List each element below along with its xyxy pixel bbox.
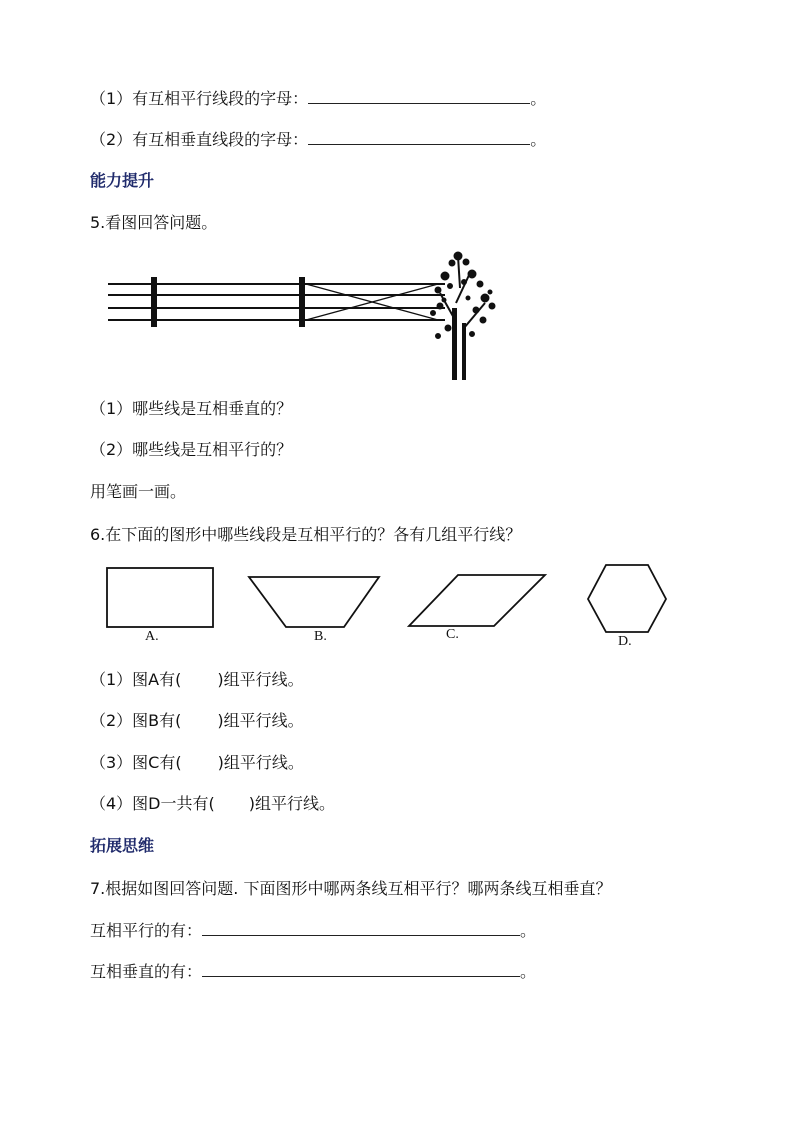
q6-item-3-suffix: )组平行线。 <box>217 753 304 772</box>
q6-item-1 <box>90 669 304 691</box>
q4-item-2-label: （2）有互相垂直线段的字母： <box>90 130 309 149</box>
shape-label-d: D. <box>618 634 632 649</box>
q5-prompt: 5.看图回答问题。 <box>90 213 218 232</box>
q4-item-1-label: （1）有互相平行线段的字母： <box>90 89 309 108</box>
q6-item-1-text: （1）图A有( <box>90 670 182 689</box>
q4-item-2-answer-blank[interactable] <box>308 130 530 145</box>
shape-rectangle-a <box>104 565 216 631</box>
q5-item-1: （1）哪些线是互相垂直的？ <box>90 399 293 418</box>
q6-item-4-suffix: )组平行线。 <box>248 794 335 813</box>
q7-prompt: 7.根据如图回答问题. 下面图形中哪两条线互相平行？哪两条线互相垂直？ <box>90 879 612 898</box>
end-mark: 。 <box>520 921 537 940</box>
shape-label-b: B. <box>314 629 327 644</box>
q6-item-3 <box>90 752 304 774</box>
end-mark: 。 <box>530 130 547 149</box>
q6-prompt: 6.在下面的图形中哪些线段是互相平行的？各有几组平行线？ <box>90 525 522 544</box>
q5-instruction: 用笔画一画。 <box>90 482 187 501</box>
section-heading-ability: 能力提升 <box>90 171 155 190</box>
shape-hexagon-d <box>584 562 670 636</box>
q6-item-2-text: （2）图B有( <box>90 711 182 730</box>
q7-perpendicular-answer-blank[interactable] <box>202 962 520 977</box>
shape-label-a: A. <box>145 629 159 644</box>
q5-item-2: （2）哪些线是互相平行的？ <box>90 440 293 459</box>
section-heading-extend: 拓展思维 <box>90 836 155 855</box>
q7-parallel-label: 互相平行的有： <box>90 921 203 940</box>
q4-item-1-answer-blank[interactable] <box>308 89 530 104</box>
q6-item-4 <box>90 793 335 815</box>
q7-perpendicular-line <box>90 961 536 983</box>
shape-trapezoid-b <box>246 574 382 630</box>
tree-icon <box>431 252 496 380</box>
q4-item-1 <box>90 88 546 110</box>
shape-label-c: C. <box>446 627 459 642</box>
q7-perpendicular-label: 互相垂直的有： <box>90 962 203 981</box>
q6-item-3-text: （3）图C有( <box>90 753 182 772</box>
end-mark: 。 <box>530 89 547 108</box>
q6-item-1-suffix: )组平行线。 <box>217 670 304 689</box>
q6-item-2-suffix: )组平行线。 <box>217 711 304 730</box>
q6-item-4-text: （4）图D一共有( <box>90 794 215 813</box>
end-mark: 。 <box>520 962 537 981</box>
q4-item-2 <box>90 129 546 151</box>
q7-parallel-line <box>90 920 536 942</box>
q6-item-2 <box>90 710 304 732</box>
shape-parallelogram-c <box>406 572 548 630</box>
fence-tree-figure <box>100 248 510 383</box>
q7-parallel-answer-blank[interactable] <box>202 921 520 936</box>
